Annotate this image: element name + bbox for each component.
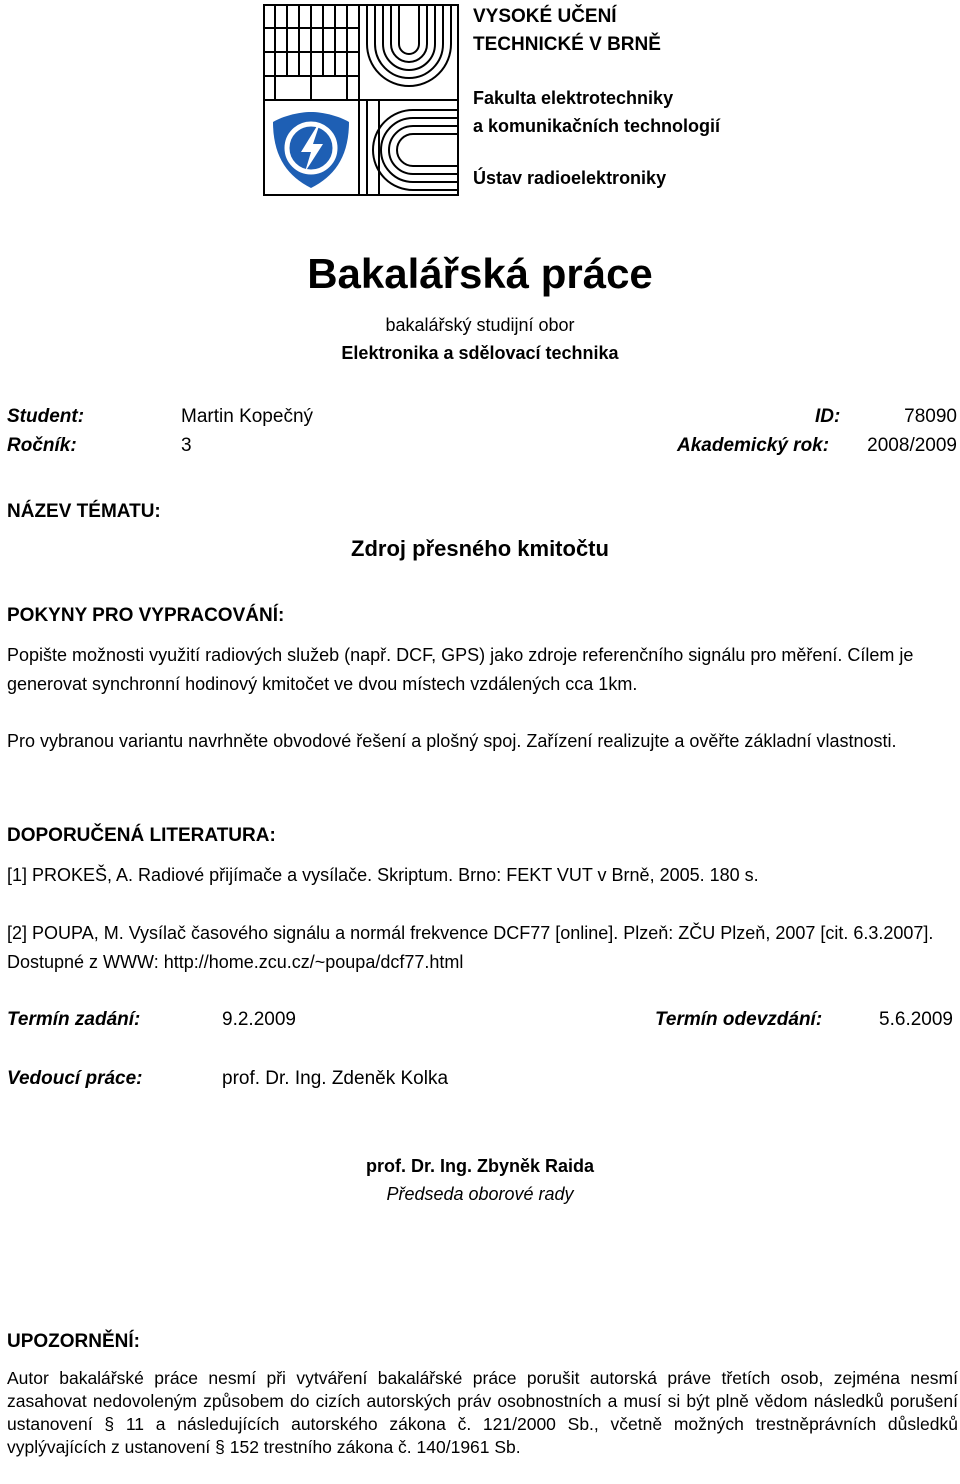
year-label: Ročník: bbox=[7, 435, 77, 456]
student-value: Martin Kopečný bbox=[181, 406, 314, 427]
warning-heading: UPOZORNĚNÍ: bbox=[7, 1331, 140, 1352]
supervisor-label: Vedoucí práce: bbox=[7, 1068, 143, 1089]
due-date-label: Termín odevzdání: bbox=[655, 1009, 823, 1030]
logo-grid-icon bbox=[264, 5, 359, 100]
logo-arcs-rotated-icon bbox=[367, 100, 458, 195]
faculty-name-line1: Fakulta elektrotechniky bbox=[473, 88, 674, 108]
chair-name: prof. Dr. Ing. Zbyněk Raida bbox=[365, 1156, 595, 1176]
instructions-paragraph-1: Popište možnosti využití radiových služeb (např. DCF, GPS) jako zdroje referenčního signálu pro měření. Cílem je generovat synchronní hodinový kmitočet ve dvou místech vzdálených cca 1km. bbox=[7, 645, 914, 694]
supervisor-value: prof. Dr. Ing. Zdeněk Kolka bbox=[222, 1068, 449, 1089]
department-name: Ústav radioelektroniky bbox=[473, 168, 667, 188]
warning-text: Autor bakalářské práce nesmí při vytváření bakalářské práce porušit autorská práve třetích osob, zejména nesmí zasahovat nedovoleným způsobem do cizích autorských práv osobnostních a musí si být plně vědom následků porušení ustanovení § 11 a následujících autorského zákona č. 121/2000 Sb., včetně možných trestněprávních důsledků vyplývajících z ustanovení § 152 trestního zákona č. 140/1961 Sb. bbox=[7, 1368, 958, 1457]
instructions-heading: POKYNY PRO VYPRACOVÁNÍ: bbox=[7, 605, 285, 626]
study-field-name: Elektronika a sdělovací technika bbox=[341, 343, 619, 363]
topic-heading: NÁZEV TÉMATU: bbox=[7, 501, 161, 522]
assigned-date-value: 9.2.2009 bbox=[222, 1009, 296, 1030]
id-label: ID: bbox=[815, 406, 841, 427]
university-name-line2: TECHNICKÉ V BRNĚ bbox=[473, 34, 661, 55]
due-date-value: 5.6.2009 bbox=[879, 1009, 953, 1030]
document-title: Bakalářská práce bbox=[307, 250, 653, 297]
topic-name: Zdroj přesného kmitočtu bbox=[351, 536, 609, 561]
literature-ref-2: [2] POUPA, M. Vysílač časového signálu a normál frekvence DCF77 [online]. Plzeň: ZČU Plzeň, 2007 [cit. 6.3.2007]. Dostupné z WWW: http://home.zcu.cz/~poupa/dcf77.html bbox=[7, 923, 934, 972]
year-value: 3 bbox=[181, 435, 192, 456]
literature-heading: DOPORUČENÁ LITERATURA: bbox=[7, 825, 276, 846]
university-name-line1: VYSOKÉ UČENÍ bbox=[473, 6, 617, 27]
chair-role: Předseda oborové rady bbox=[386, 1184, 574, 1204]
faculty-name-line2: a komunikačních technologií bbox=[473, 116, 721, 136]
logo-arcs-icon bbox=[367, 5, 451, 86]
study-field-label: bakalářský studijní obor bbox=[385, 315, 575, 335]
academic-year-value: 2008/2009 bbox=[867, 435, 957, 456]
id-value: 78090 bbox=[904, 406, 957, 427]
literature-ref-1: [1] PROKEŠ, A. Radiové přijímače a vysílače. Skriptum. Brno: FEKT VUT v Brně, 2005. 180 s. bbox=[7, 865, 759, 885]
university-logo bbox=[263, 4, 459, 196]
instructions-paragraph-2: Pro vybranou variantu navrhněte obvodové řešení a plošný spoj. Zařízení realizujte a ověřte základní vlastnosti. bbox=[7, 731, 897, 751]
assigned-date-label: Termín zadání: bbox=[7, 1009, 141, 1030]
academic-year-label: Akademický rok: bbox=[677, 435, 830, 456]
student-label: Student: bbox=[7, 406, 85, 427]
lightning-shield-icon bbox=[273, 112, 349, 188]
